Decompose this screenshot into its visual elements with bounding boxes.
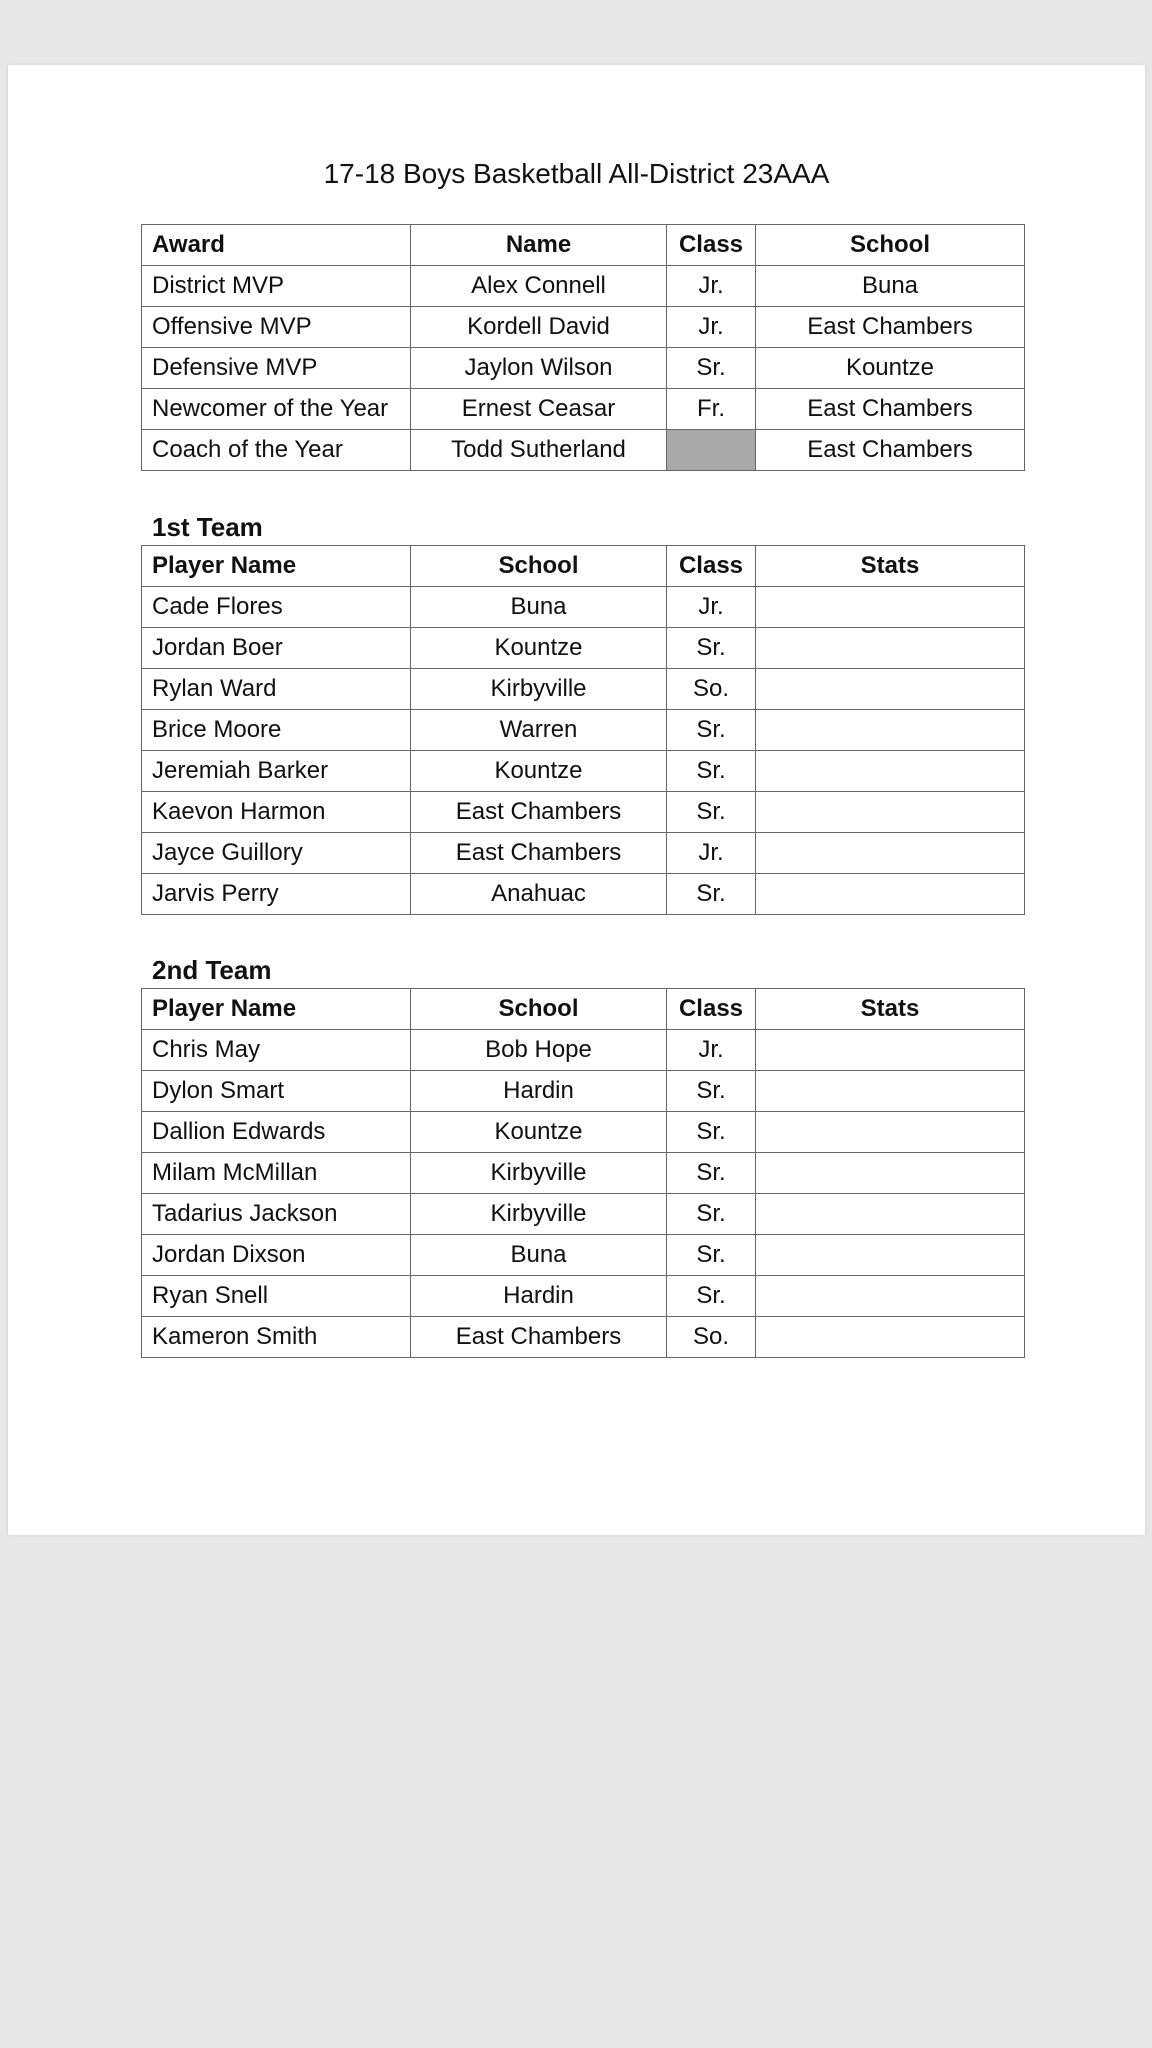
award-cell: District MVP [142,266,411,307]
stats-cell [756,1153,1025,1194]
column-header-class: Class [667,225,756,266]
stats-cell [756,1235,1025,1276]
awards-header-row [142,225,1025,266]
table-row [142,628,1025,669]
name-cell: Ernest Ceasar [411,389,667,430]
table-row [142,833,1025,874]
column-header-class: Class [667,989,756,1030]
award-cell: Newcomer of the Year [142,389,411,430]
table-row [142,710,1025,751]
table-row [142,1317,1025,1358]
player-name-cell: Jayce Guillory [142,833,411,874]
school-cell: East Chambers [756,430,1025,471]
school-cell: East Chambers [756,389,1025,430]
award-cell: Coach of the Year [142,430,411,471]
school-cell: Kirbyville [411,1194,667,1235]
class-cell: Sr. [667,1276,756,1317]
class-cell: Sr. [667,1153,756,1194]
player-name-cell: Jordan Boer [142,628,411,669]
second-team-table [141,988,1025,1358]
stats-cell [756,669,1025,710]
award-cell: Defensive MVP [142,348,411,389]
player-name-cell: Milam McMillan [142,1153,411,1194]
class-cell: Jr. [667,1030,756,1071]
school-cell: Buna [756,266,1025,307]
class-cell: Jr. [667,833,756,874]
table-row [142,1071,1025,1112]
column-header-school: School [756,225,1025,266]
stats-cell [756,792,1025,833]
school-cell: Anahuac [411,874,667,915]
class-cell: Sr. [667,710,756,751]
table-row [142,307,1025,348]
table-row [142,430,1025,471]
class-cell: Sr. [667,874,756,915]
player-name-cell: Jordan Dixson [142,1235,411,1276]
player-name-cell: Chris May [142,1030,411,1071]
player-name-cell: Kaevon Harmon [142,792,411,833]
column-header-school: School [411,546,667,587]
school-cell: East Chambers [411,833,667,874]
table-row [142,1153,1025,1194]
second-team-header-row [142,989,1025,1030]
table-row [142,1030,1025,1071]
stats-cell [756,710,1025,751]
class-cell: Jr. [667,266,756,307]
school-cell: East Chambers [411,792,667,833]
stats-cell [756,1276,1025,1317]
column-header-player-name: Player Name [142,546,411,587]
school-cell: Kountze [411,628,667,669]
document-page [8,65,1145,1535]
school-cell: Bob Hope [411,1030,667,1071]
player-name-cell: Jarvis Perry [142,874,411,915]
table-row [142,751,1025,792]
school-cell: Buna [411,587,667,628]
school-cell: Kountze [756,348,1025,389]
first-team-table [141,545,1025,915]
class-cell: So. [667,669,756,710]
table-row [142,1112,1025,1153]
school-cell: Kountze [411,751,667,792]
table-row [142,587,1025,628]
class-cell: Jr. [667,307,756,348]
table-row [142,874,1025,915]
school-cell: Buna [411,1235,667,1276]
stats-cell [756,1030,1025,1071]
class-cell: Sr. [667,1071,756,1112]
school-cell: Kountze [411,1112,667,1153]
school-cell: East Chambers [756,307,1025,348]
player-name-cell: Jeremiah Barker [142,751,411,792]
name-cell: Todd Sutherland [411,430,667,471]
stats-cell [756,833,1025,874]
award-cell: Offensive MVP [142,307,411,348]
class-cell: Sr. [667,628,756,669]
table-row [142,1194,1025,1235]
table-row [142,669,1025,710]
stats-cell [756,628,1025,669]
table-row [142,1235,1025,1276]
player-name-cell: Rylan Ward [142,669,411,710]
player-name-cell: Tadarius Jackson [142,1194,411,1235]
column-header-stats: Stats [756,546,1025,587]
stats-cell [756,751,1025,792]
column-header-name: Name [411,225,667,266]
player-name-cell: Kameron Smith [142,1317,411,1358]
class-cell: Sr. [667,751,756,792]
first-team-header-row [142,546,1025,587]
column-header-school: School [411,989,667,1030]
stats-cell [756,1317,1025,1358]
stats-cell [756,1071,1025,1112]
table-row [142,1276,1025,1317]
player-name-cell: Dylon Smart [142,1071,411,1112]
name-cell: Jaylon Wilson [411,348,667,389]
table-row [142,266,1025,307]
column-header-stats: Stats [756,989,1025,1030]
class-cell: Sr. [667,1194,756,1235]
school-cell: Hardin [411,1276,667,1317]
name-cell: Kordell David [411,307,667,348]
document-title: 17-18 Boys Basketball All-District 23AAA [323,158,830,189]
first-team-title: 1st Team [152,512,263,542]
stats-cell [756,1112,1025,1153]
school-cell: East Chambers [411,1317,667,1358]
stats-cell [756,587,1025,628]
player-name-cell: Dallion Edwards [142,1112,411,1153]
stats-cell [756,874,1025,915]
name-cell: Alex Connell [411,266,667,307]
class-cell: Sr. [667,1235,756,1276]
school-cell: Warren [411,710,667,751]
column-header-award: Award [142,225,411,266]
class-cell: Fr. [667,389,756,430]
column-header-class: Class [667,546,756,587]
column-header-player-name: Player Name [142,989,411,1030]
class-cell: Jr. [667,587,756,628]
class-cell: Sr. [667,348,756,389]
school-cell: Kirbyville [411,669,667,710]
class-cell: So. [667,1317,756,1358]
table-row [142,348,1025,389]
school-cell: Hardin [411,1071,667,1112]
table-row [142,389,1025,430]
school-cell: Kirbyville [411,1153,667,1194]
stats-cell [756,1194,1025,1235]
class-cell: Sr. [667,1112,756,1153]
class-cell: Sr. [667,792,756,833]
second-team-title: 2nd Team [152,955,272,985]
table-row [142,792,1025,833]
awards-table [141,224,1025,471]
player-name-cell: Brice Moore [142,710,411,751]
player-name-cell: Cade Flores [142,587,411,628]
class-cell-shaded [667,430,756,471]
player-name-cell: Ryan Snell [142,1276,411,1317]
